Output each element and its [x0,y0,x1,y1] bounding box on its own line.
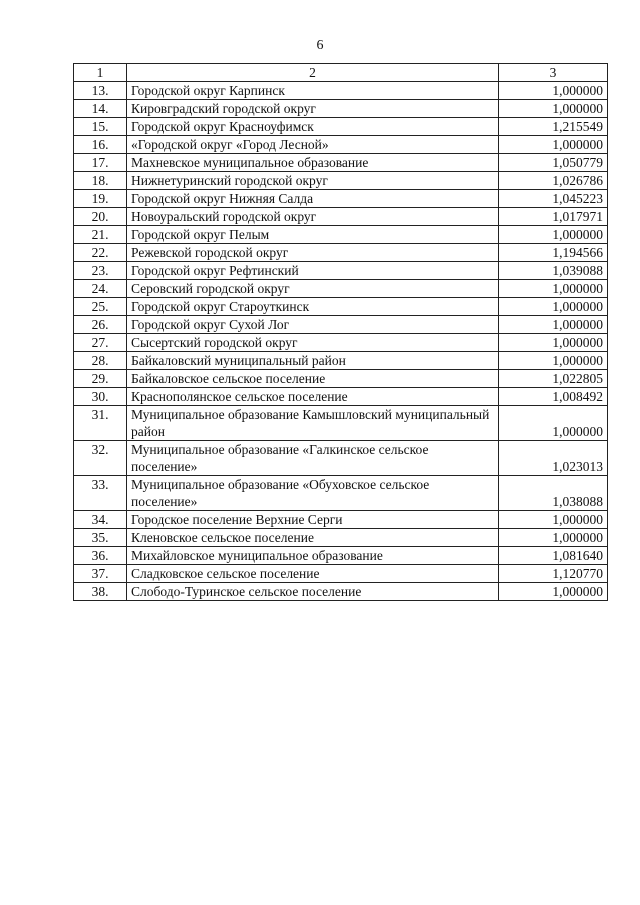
table-row [74,100,608,118]
row-number: 36. [74,547,127,565]
row-name: Михайловское муниципальное образование [127,547,499,565]
row-name: Муниципальное образование «Обуховское сельское поселение» [127,476,499,511]
table-row [74,352,608,370]
table-row [74,441,608,476]
table-row [74,82,608,100]
table-row [74,334,608,352]
table-row [74,565,608,583]
row-number: 19. [74,190,127,208]
table-row [74,511,608,529]
row-number: 33. [74,476,127,511]
row-number: 23. [74,262,127,280]
table-row [74,388,608,406]
row-value: 1,045223 [499,190,608,208]
row-number: 21. [74,226,127,244]
row-number: 38. [74,583,127,601]
row-number: 32. [74,441,127,476]
row-number: 29. [74,370,127,388]
row-number: 30. [74,388,127,406]
row-name: «Городской округ «Город Лесной» [127,136,499,154]
table-row [74,262,608,280]
row-name: Махневское муниципальное образование [127,154,499,172]
table-row [74,547,608,565]
row-value: 1,000000 [499,100,608,118]
row-name: Нижнетуринский городской округ [127,172,499,190]
row-name: Режевской городской округ [127,244,499,262]
row-number: 14. [74,100,127,118]
table-row [74,226,608,244]
row-name: Сладковское сельское поселение [127,565,499,583]
row-number: 27. [74,334,127,352]
row-value: 1,026786 [499,172,608,190]
row-name: Серовский городской округ [127,280,499,298]
row-name: Городской округ Красноуфимск [127,118,499,136]
row-value: 1,000000 [499,298,608,316]
table-row [74,208,608,226]
table-header-row [74,64,608,82]
row-value: 1,000000 [499,334,608,352]
table-row [74,406,608,441]
row-value: 1,038088 [499,476,608,511]
column-header-name: 2 [127,64,499,82]
row-number: 18. [74,172,127,190]
row-name: Городское поселение Верхние Серги [127,511,499,529]
row-value: 1,000000 [499,316,608,334]
column-header-number: 1 [74,64,127,82]
table-body [74,82,608,601]
row-value: 1,000000 [499,226,608,244]
row-name: Городской округ Сухой Лог [127,316,499,334]
table-row [74,190,608,208]
row-value: 1,000000 [499,583,608,601]
row-name: Кировградский городской округ [127,100,499,118]
row-number: 37. [74,565,127,583]
row-name: Байкаловское сельское поселение [127,370,499,388]
row-name: Кленовское сельское поселение [127,529,499,547]
table-row [74,280,608,298]
row-name: Городской округ Староуткинск [127,298,499,316]
table-row [74,154,608,172]
row-name: Байкаловский муниципальный район [127,352,499,370]
row-value: 1,000000 [499,280,608,298]
coefficients-table [73,63,608,601]
row-name: Краснополянское сельское поселение [127,388,499,406]
row-value: 1,215549 [499,118,608,136]
table-row [74,370,608,388]
row-value: 1,194566 [499,244,608,262]
row-name: Городской округ Нижняя Салда [127,190,499,208]
row-name: Слободо-Туринское сельское поселение [127,583,499,601]
row-name: Новоуральский городской округ [127,208,499,226]
row-name: Городской округ Пелым [127,226,499,244]
row-number: 25. [74,298,127,316]
row-name: Муниципальное образование Камышловский муниципальный район [127,406,499,441]
row-number: 15. [74,118,127,136]
row-value: 1,000000 [499,529,608,547]
row-value: 1,039088 [499,262,608,280]
row-number: 17. [74,154,127,172]
row-name: Муниципальное образование «Галкинское сельское поселение» [127,441,499,476]
row-value: 1,000000 [499,136,608,154]
table-row [74,136,608,154]
row-value: 1,000000 [499,82,608,100]
row-number: 20. [74,208,127,226]
row-value: 1,050779 [499,154,608,172]
row-value: 1,000000 [499,406,608,441]
row-number: 34. [74,511,127,529]
row-value: 1,022805 [499,370,608,388]
page-number: 6 [316,38,324,53]
table-row [74,316,608,334]
row-name: Сысертский городской округ [127,334,499,352]
table-row [74,529,608,547]
row-number: 16. [74,136,127,154]
row-number: 28. [74,352,127,370]
table-row [74,118,608,136]
row-value: 1,120770 [499,565,608,583]
row-number: 26. [74,316,127,334]
row-number: 13. [74,82,127,100]
column-header-value: 3 [499,64,608,82]
table-row [74,298,608,316]
row-value: 1,023013 [499,441,608,476]
table-row [74,583,608,601]
row-number: 35. [74,529,127,547]
row-number: 22. [74,244,127,262]
table-row [74,172,608,190]
row-number: 24. [74,280,127,298]
table-row [74,244,608,262]
row-name: Городской округ Рефтинский [127,262,499,280]
row-value: 1,000000 [499,352,608,370]
row-value: 1,000000 [499,511,608,529]
row-value: 1,008492 [499,388,608,406]
row-number: 31. [74,406,127,441]
row-name: Городской округ Карпинск [127,82,499,100]
row-value: 1,017971 [499,208,608,226]
row-value: 1,081640 [499,547,608,565]
table-row [74,476,608,511]
